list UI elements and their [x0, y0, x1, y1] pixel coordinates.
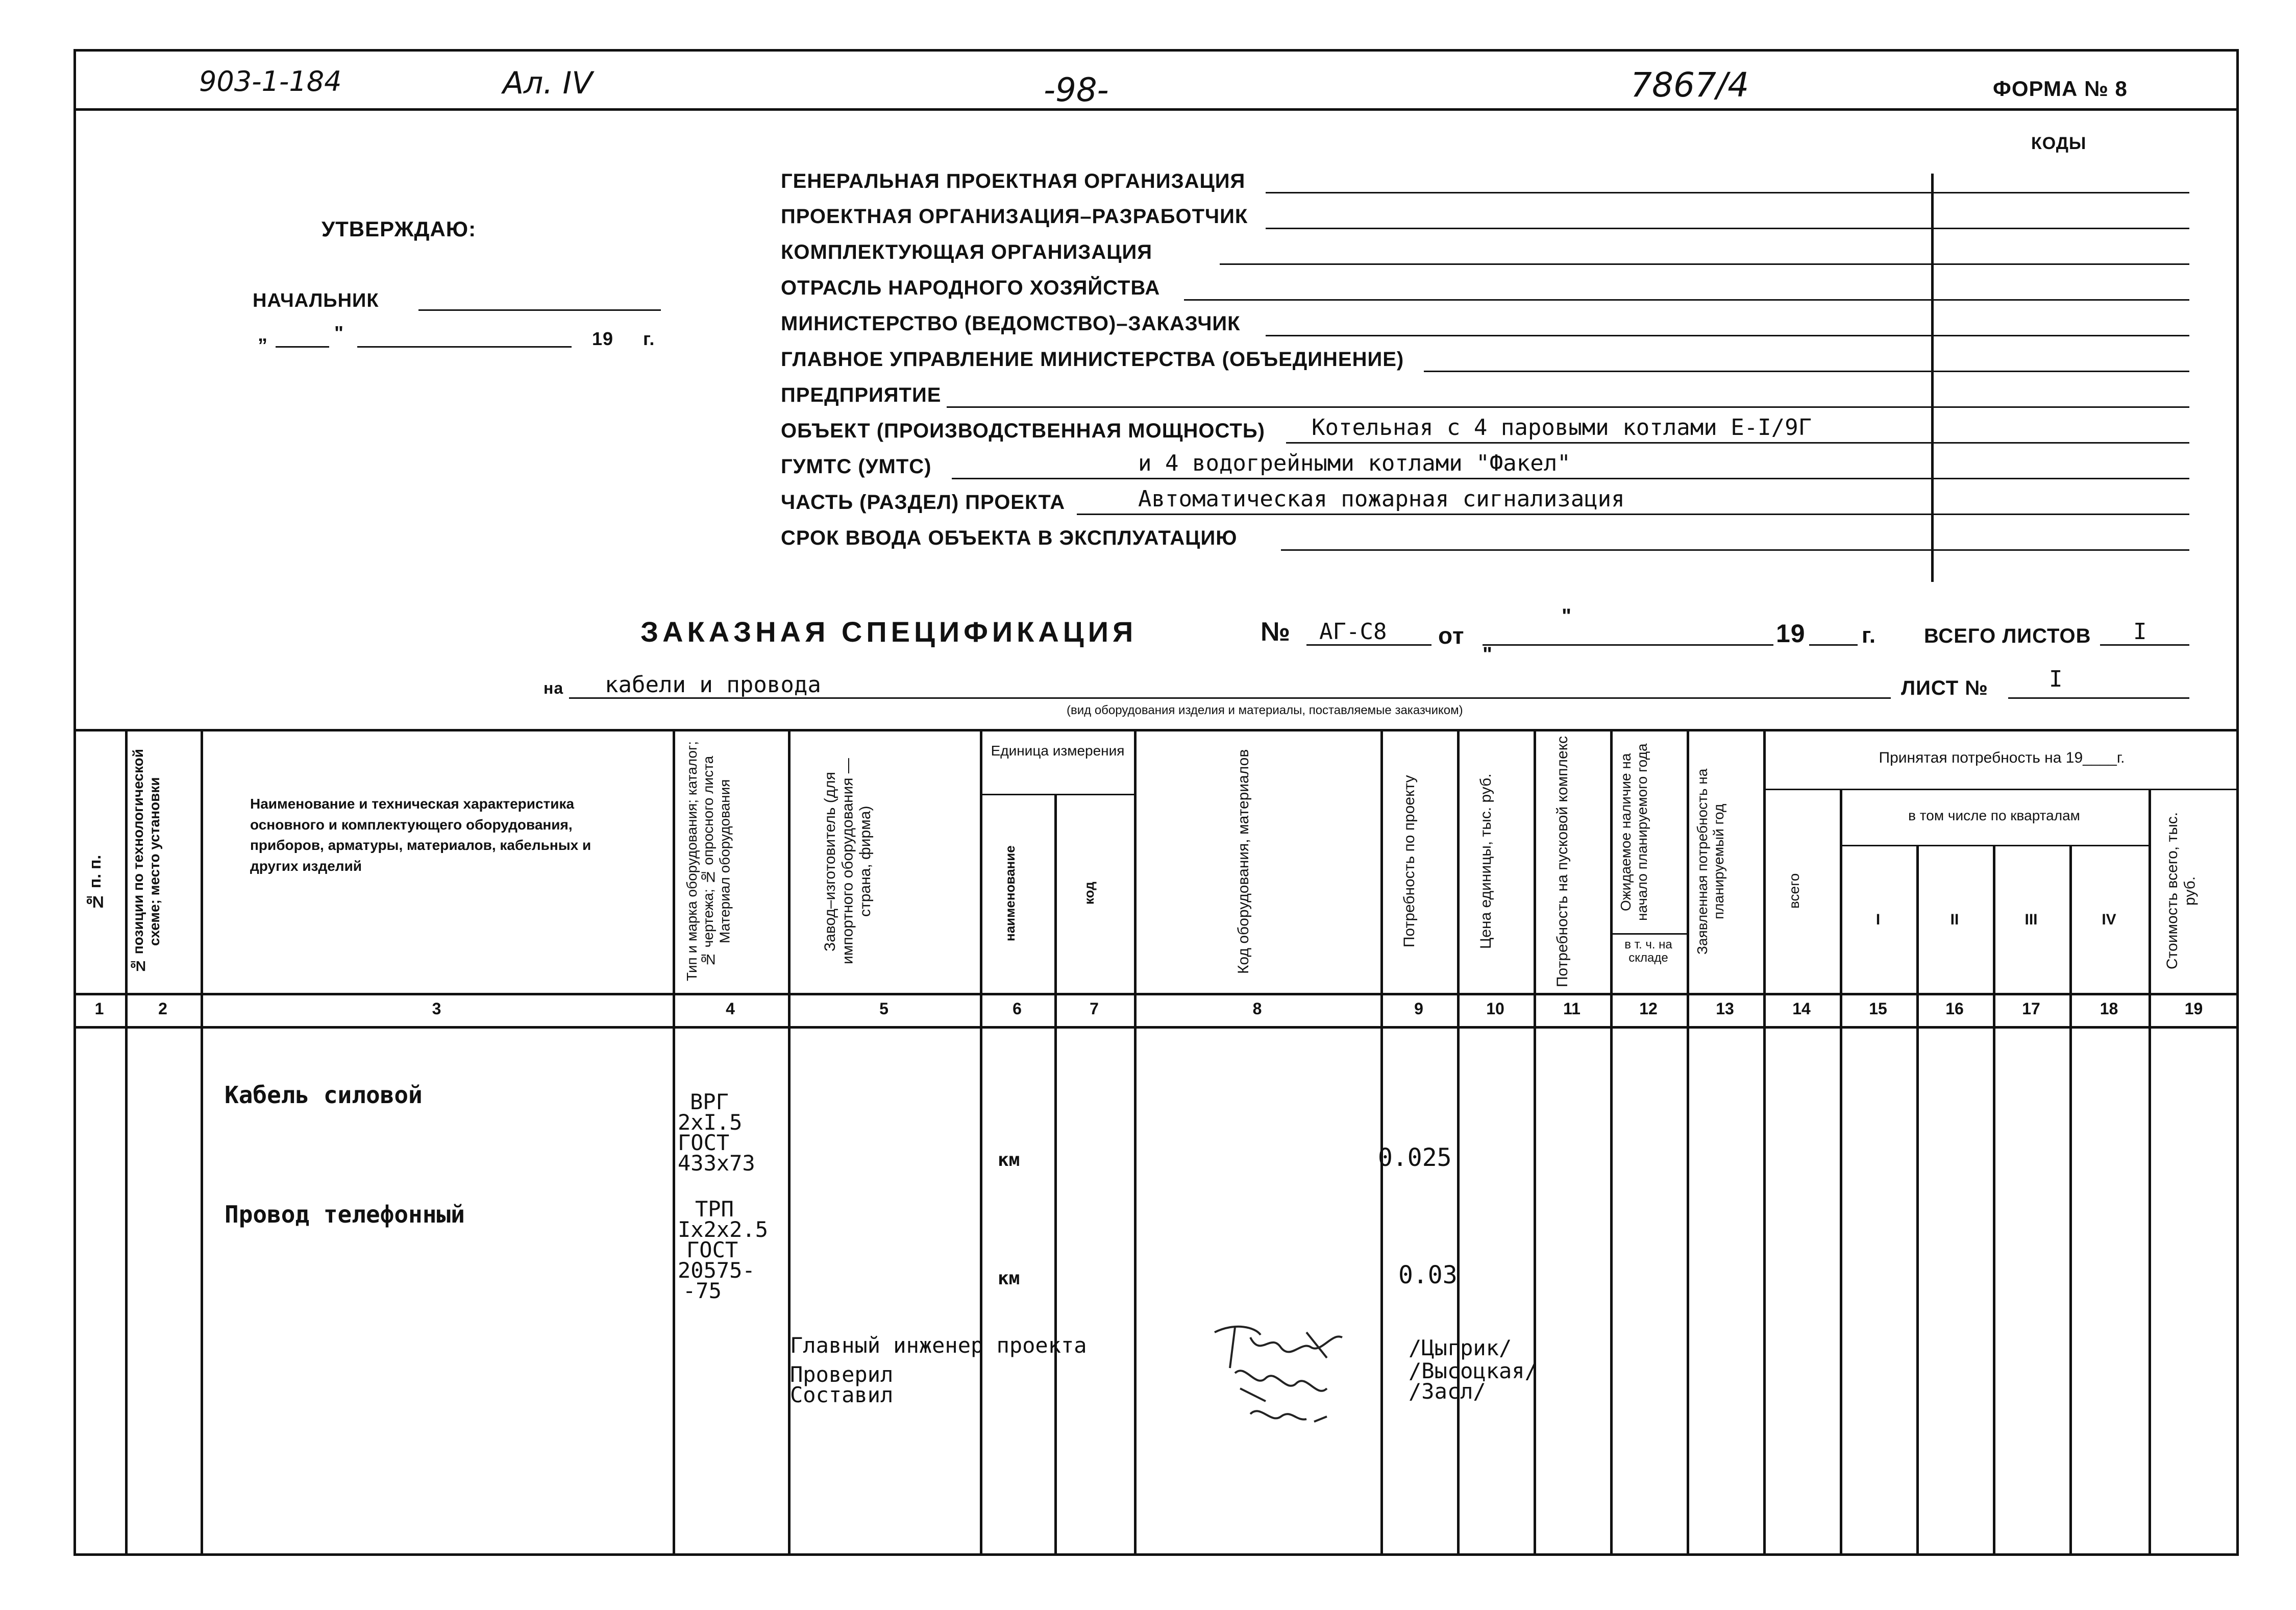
col-number-18: 18 [2100, 999, 2118, 1018]
table-top-line [73, 729, 2239, 731]
col-line-14 [1840, 789, 1842, 1556]
signature-name: /Засл/ [1409, 1379, 1486, 1404]
spec-note: (вид оборудования изделия и материалы, поставляемые заказчиком) [1067, 703, 1463, 717]
col-number-9: 9 [1414, 999, 1423, 1018]
spec-on-line [569, 697, 1891, 699]
col-header-8: Код оборудования, материалов [1235, 749, 1252, 974]
col-header-18: IV [2102, 911, 2116, 928]
spec-date-quote: " [1562, 605, 1572, 627]
approval-date-quote-close: " [334, 323, 344, 344]
row-type-line: Iх2х2.5 [678, 1217, 769, 1242]
col-line-18 [2149, 789, 2151, 1556]
quarters-subheader-line [1840, 845, 2149, 846]
col-header-12b: в т. ч. на складе [1624, 938, 1672, 965]
col-line-7 [1134, 729, 1137, 1556]
field-line-general-org [1266, 192, 2189, 193]
col-header-9: Потребность по проекту [1401, 775, 1418, 948]
row-qty: 0.025 [1378, 1143, 1452, 1172]
col-header-12: Ожидаемое наличие на начало планируемого года [1618, 743, 1650, 921]
col-header-17: III [2025, 911, 2038, 928]
spec-year-line [1809, 644, 1858, 646]
table-number-bottom [73, 1026, 2239, 1029]
spec-sheets-line [2100, 644, 2189, 646]
col-header-7: код [1081, 882, 1097, 905]
spec-number-line [1306, 644, 1431, 646]
month-line [357, 346, 572, 348]
col-header-4: Тип и марка оборудования; каталог; № чертежа; № опросного листа Материал оборудования [684, 741, 733, 982]
unit-subheader-line [980, 794, 1134, 795]
col-number-12: 12 [1639, 999, 1658, 1018]
row-type-line: -75 [683, 1278, 722, 1303]
table-number-top [73, 993, 2239, 995]
col-line-16 [1993, 845, 1995, 1556]
spec-on-label: на [544, 679, 564, 697]
top-strip-divider [73, 108, 2239, 111]
col-number-15: 15 [1869, 999, 1887, 1018]
field-value-object: Котельная с 4 паровыми котлами Е-I/9Г [1312, 414, 1812, 441]
field-label-supply-org: КОМПЛЕКТУЮЩАЯ ОРГАНИЗАЦИЯ [781, 241, 1152, 263]
codes-header: КОДЫ [2031, 134, 2087, 153]
row-qty: 0.03 [1398, 1261, 1458, 1289]
field-value-gumts: и 4 водогрейными котлами "Факел" [1138, 450, 1571, 476]
row-type-line: 433х73 [678, 1151, 755, 1176]
field-line-project-part [1077, 514, 2189, 515]
quarters-header: в том числе по кварталам [1908, 808, 2080, 823]
signature-role: Проверил [790, 1362, 894, 1387]
field-line-ministry [1266, 335, 2189, 336]
col-header-1: № п. п. [86, 855, 104, 912]
approval-date-quote: „ [258, 324, 268, 346]
col-line-17 [2069, 845, 2072, 1556]
row-name: Провод телефонный [225, 1201, 465, 1228]
approval-year: 19 [592, 328, 614, 349]
field-label-ministry: МИНИСТЕРСТВО (ВЕДОМСТВО)–ЗАКАЗЧИК [781, 312, 1241, 335]
field-line-industry [1184, 299, 2189, 301]
spec-number-value: АГ-С8 [1319, 619, 1387, 645]
accepted-subheader-line [1763, 789, 2239, 790]
col-header-16: II [1950, 911, 1959, 928]
approval-year-suffix: г. [643, 328, 655, 349]
spec-sheets-label: ВСЕГО ЛИСТОВ [1924, 625, 2091, 647]
page-number: -98- [1044, 71, 1109, 109]
accepted-header: Принятая потребность на 19____г. [1879, 749, 2125, 766]
spec-sheet-value: I [2049, 666, 2063, 692]
col-number-1: 1 [94, 999, 104, 1018]
signature-role: Главный инженер проекта [790, 1333, 1087, 1358]
spec-sheets-value: I [2133, 619, 2147, 645]
col-number-16: 16 [1945, 999, 1964, 1018]
field-value-project-part: Автоматическая пожарная сигнализация [1138, 486, 1625, 512]
field-line-commissioning [1281, 549, 2189, 551]
chief-line [418, 309, 661, 311]
col-line-13 [1763, 729, 1766, 1556]
field-line-developer-org [1266, 228, 2189, 229]
row-unit: км [998, 1150, 1020, 1170]
field-label-industry: ОТРАСЛЬ НАРОДНОГО ХОЗЯЙСТВА [781, 277, 1161, 299]
col-number-7: 7 [1090, 999, 1099, 1018]
col-header-19: Стоимость всего, тыс. руб. [2164, 812, 2199, 970]
col-number-2: 2 [158, 999, 167, 1018]
approval-chief: НАЧАЛЬНИК [253, 290, 379, 311]
col-header-5: Завод–изготовитель (для импортного оборудования —страна, фирма) [822, 758, 874, 965]
form-number: ФОРМА № 8 [1993, 77, 2128, 101]
signature-name: /Высоцкая/ [1409, 1358, 1538, 1383]
col-header-11: Потребность на пусковой комплекс [1554, 736, 1571, 987]
row-name: Кабель силовой [225, 1081, 423, 1109]
field-label-commissioning: СРОК ВВОДА ОБЪЕКТА В ЭКСПЛУАТАЦИЮ [781, 527, 1238, 549]
col-line-8 [1380, 729, 1383, 1556]
col-line-9 [1457, 729, 1460, 1556]
col-line-12 [1687, 729, 1689, 1556]
col-header-13: Заявленная потребность на планируемый год [1694, 768, 1727, 955]
col-line-4 [788, 729, 791, 1556]
col-number-13: 13 [1716, 999, 1734, 1018]
field-line-supply-org [1220, 263, 2189, 265]
row-type-line: ВРГ [690, 1089, 729, 1114]
row-type-line: ГОСТ [678, 1130, 730, 1155]
spec-year: 19 [1776, 619, 1806, 648]
unit-header: Единица измерения [991, 743, 1125, 759]
col-number-8: 8 [1252, 999, 1262, 1018]
col-header-3: Наименование и техническая характеристика основного и комплектующего оборудования, приборов, арматуры, материалов, кабельных и других изделий [250, 796, 591, 874]
col-number-3: 3 [432, 999, 441, 1018]
field-label-general-org: ГЕНЕРАЛЬНАЯ ПРОЕКТНАЯ ОРГАНИЗАЦИЯ [781, 170, 1246, 192]
day-line [276, 346, 329, 348]
codes-divider [1931, 174, 1934, 582]
spec-title: ЗАКАЗНАЯ СПЕЦИФИКАЦИЯ [640, 616, 1138, 648]
signature-role: Составил [790, 1382, 894, 1407]
col-header-6: наименование [1002, 845, 1018, 941]
col-number-6: 6 [1013, 999, 1022, 1018]
col-number-17: 17 [2022, 999, 2040, 1018]
field-line-main-directorate [1424, 371, 2189, 372]
spec-on-value: кабели и провода [605, 672, 821, 698]
field-label-project-part: ЧАСТЬ (РАЗДЕЛ) ПРОЕКТА [781, 491, 1066, 514]
row-type-line: 2хI.5 [678, 1110, 743, 1135]
row-type-line: 20575- [678, 1258, 755, 1283]
field-label-main-directorate: ГЛАВНОЕ УПРАВЛЕНИЕ МИНИСТЕРСТВА (ОБЪЕДИНЕНИЕ) [781, 348, 1404, 371]
field-line-enterprise [947, 406, 2189, 408]
row-type-line: ТРП [695, 1197, 734, 1222]
approval-title: УТВЕРЖДАЮ: [322, 217, 477, 241]
col-line-6 [1054, 794, 1057, 1556]
spec-sheet-label: ЛИСТ № [1901, 677, 1988, 699]
field-label-enterprise: ПРЕДПРИЯТИЕ [781, 384, 942, 406]
col-number-19: 19 [2184, 999, 2203, 1018]
field-label-gumts: ГУМТС (УМТС) [781, 455, 932, 478]
row-type-line: ГОСТ [686, 1237, 738, 1262]
col-line-10 [1534, 729, 1536, 1556]
col-header-10: Цена единицы, тыс. руб. [1477, 773, 1494, 949]
col-number-4: 4 [726, 999, 735, 1018]
spec-number-label: № [1261, 617, 1291, 647]
col-header-2: № позиции по технологической схеме; место установки [130, 749, 163, 974]
spec-from-label: от [1438, 622, 1465, 649]
signature-name: /Цыгрик/ [1409, 1335, 1512, 1360]
col-number-10: 10 [1486, 999, 1504, 1018]
col-number-11: 11 [1563, 999, 1581, 1018]
field-line-object [1286, 442, 2189, 444]
document-code: 7867/4 [1631, 65, 1749, 105]
spec-date-quote2: " [1483, 643, 1493, 666]
col-line-1 [125, 729, 128, 1556]
handwritten-signatures [1204, 1312, 1368, 1445]
spec-year-suffix: г. [1862, 623, 1877, 648]
field-line-gumts [952, 478, 2189, 479]
field-label-developer-org: ПРОЕКТНАЯ ОРГАНИЗАЦИЯ–РАЗРАБОТЧИК [781, 205, 1248, 228]
col-number-14: 14 [1792, 999, 1811, 1018]
col-number-5: 5 [879, 999, 888, 1018]
col-line-3 [673, 729, 675, 1556]
album-number: Ал. IV [503, 65, 593, 101]
row-unit: км [998, 1268, 1020, 1289]
col-line-15 [1916, 845, 1919, 1556]
col-line-2 [201, 729, 203, 1556]
spec-sheet-line [2008, 697, 2189, 699]
col-line-11 [1610, 729, 1613, 1556]
field-label-object: ОБЪЕКТ (ПРОИЗВОДСТВЕННАЯ МОЩНОСТЬ) [781, 420, 1265, 442]
col-header-14: всего [1786, 873, 1802, 909]
col-line-5 [980, 729, 982, 1556]
stock-subheader-line [1610, 933, 1687, 935]
spec-date-line [1483, 644, 1773, 646]
col-header-15: I [1875, 911, 1881, 928]
series-number: 903-1-184 [199, 65, 342, 97]
